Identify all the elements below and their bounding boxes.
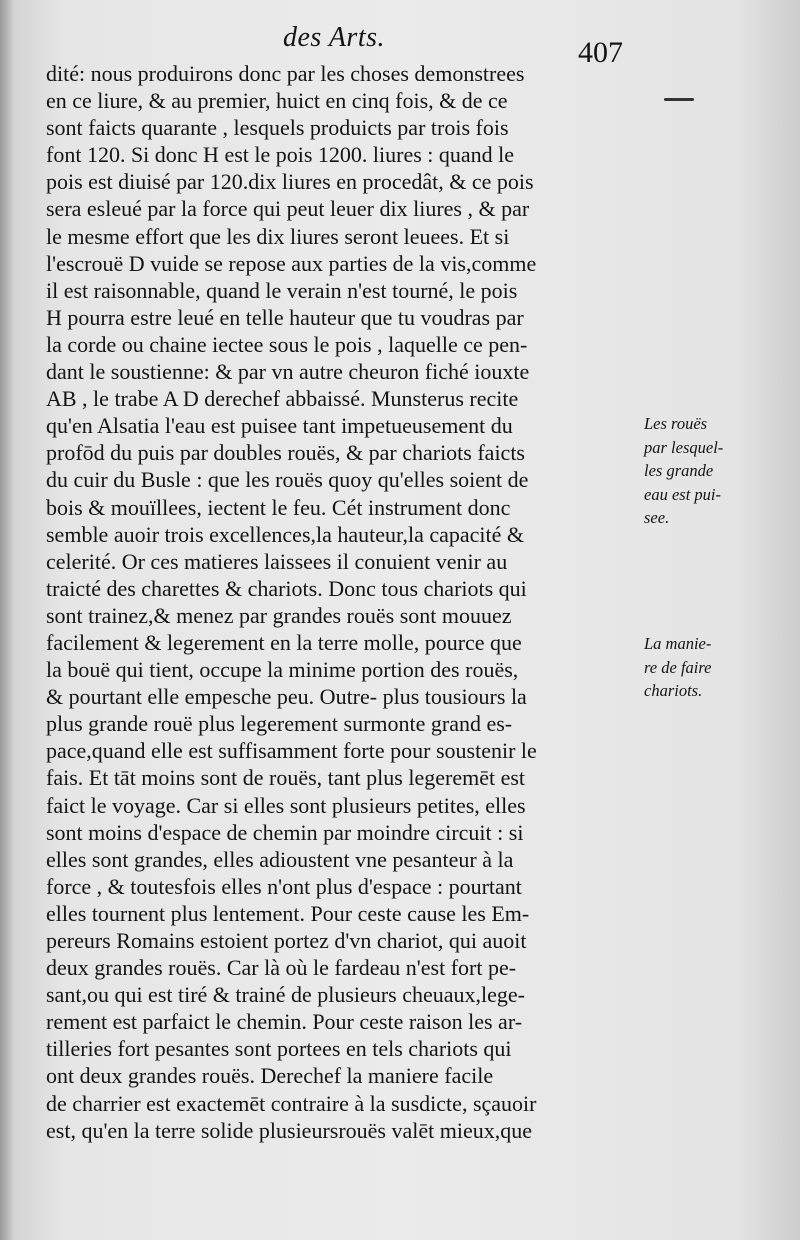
text-line: font 120. Si donc H est le pois 1200. liures : quand le — [46, 142, 515, 168]
text-line: pace,quand elle est suffisamment forte pour soustenir le — [46, 738, 537, 764]
text-line: tilleries fort pesantes sont portees en tels chariots qui — [46, 1036, 512, 1062]
text-line: deux grandes rouës. Car là où le fardeau n'est fort pe- — [46, 955, 517, 981]
margin-note-line: Les rouës — [644, 414, 708, 433]
margin-note-line: see. — [644, 508, 670, 527]
text-line: elles sont grandes, elles adioustent vne pesanteur à la — [46, 846, 514, 872]
text-line: sant,ou qui est tiré & trainé de plusieurs cheuaux,lege- — [46, 982, 525, 1008]
text-line: fais. Et tāt moins sont de rouës, tant plus legeremēt est — [46, 765, 526, 791]
text-line: H pourra estre leué en telle hauteur que tu voudras par — [46, 304, 524, 330]
text-line: il est raisonnable, quand le verain n'est tourné, le pois — [46, 277, 518, 303]
text-line: sera esleué par la force qui peut leuer dix liures , & par — [46, 196, 530, 222]
text-line: traicté des charettes & chariots. Donc tous chariots qui — [46, 575, 527, 601]
text-line: la corde ou chaine iectee sous le pois , laquelle ce pen- — [46, 331, 528, 357]
text-line: du cuir du Busle : que les rouës quoy qu'elles soient de — [46, 467, 529, 493]
text-line: dité: nous produirons donc par les choses demonstrees — [46, 61, 525, 86]
text-line: celerité. Or ces matieres laissees il conuient venir au — [46, 548, 508, 574]
text-line: plus grande rouë plus legerement surmonte grand es- — [46, 711, 513, 737]
margin-note-roues — [644, 412, 794, 530]
margin-note-line: La manie- — [644, 634, 712, 653]
margin-note-line: eau est pui- — [644, 484, 721, 504]
text-line: sont faicts quarante , lesquels produicts par trois fois — [46, 115, 509, 141]
text-line: ont deux grandes rouës. Derechef la maniere facile — [46, 1063, 494, 1089]
margin-note-line: chariots. — [644, 681, 703, 700]
text-line: en ce liure, & au premier, huict en cinq fois, & de ce — [46, 88, 508, 114]
margin-note-line: re de faire — [644, 657, 712, 677]
text-line: est, qu'en la terre solide plusieursrouës valēt mieux,que — [46, 1117, 532, 1143]
body-text — [46, 60, 641, 1144]
text-line: profōd du puis par doubles rouës, & par chariots faicts — [46, 440, 525, 466]
text-line: force , & toutesfois elles n'ont plus d'espace : pourtant — [46, 873, 522, 899]
running-head: des Arts. — [283, 22, 385, 53]
text-line: elles tournent plus lentement. Pour ceste cause les Em- — [46, 900, 530, 926]
text-line: pois est diuisé par 120.dix liures en procedât, & ce pois — [46, 169, 534, 195]
gutter-shadow — [0, 0, 14, 1240]
page-number: 407 — [578, 36, 623, 69]
text-line: l'escrouë D vuide se repose aux parties de la vis,comme — [46, 250, 537, 276]
text-line: & pourtant elle empesche peu. Outre- plus tousiours la — [46, 684, 527, 710]
text-line: dant le soustienne: & par vn autre cheuron fiché iouxte — [46, 359, 530, 385]
margin-note-line: les grande — [644, 461, 714, 480]
text-line: faict le voyage. Car si elles sont plusieurs petites, elles — [46, 792, 526, 818]
text-line: le mesme effort que les dix liures seront leuees. Et si — [46, 223, 510, 249]
text-line: qu'en Alsatia l'eau est puisee tant impetueusement du — [46, 413, 513, 439]
text-line: de charrier est exactemēt contraire à la susdicte, sçauoir — [46, 1090, 537, 1116]
margin-note-line: par lesquel- — [644, 437, 724, 457]
text-line: sont moins d'espace de chemin par moindre circuit : si — [46, 819, 524, 845]
margin-dash-mark — [664, 98, 694, 101]
text-line: rement est parfaict le chemin. Pour ceste raison les ar- — [46, 1009, 523, 1035]
text-line: sont trainez,& menez par grandes rouës sont mouuez — [46, 602, 512, 628]
margin-note-chariots — [644, 632, 794, 703]
text-line: pereurs Romains estoient portez d'vn chariot, qui auoit — [46, 928, 527, 953]
text-line: AB , le trabe A D derechef abbaissé. Munsterus recite — [46, 386, 519, 412]
text-line: bois & mouïllees, iectent le feu. Cét instrument donc — [46, 494, 511, 520]
text-line: semble auoir trois excellences,la hauteur,la capacité & — [46, 521, 525, 547]
text-line: facilement & legerement en la terre molle, pource que — [46, 629, 522, 655]
text-line: la bouë qui tient, occupe la minime portion des rouës, — [46, 657, 519, 683]
